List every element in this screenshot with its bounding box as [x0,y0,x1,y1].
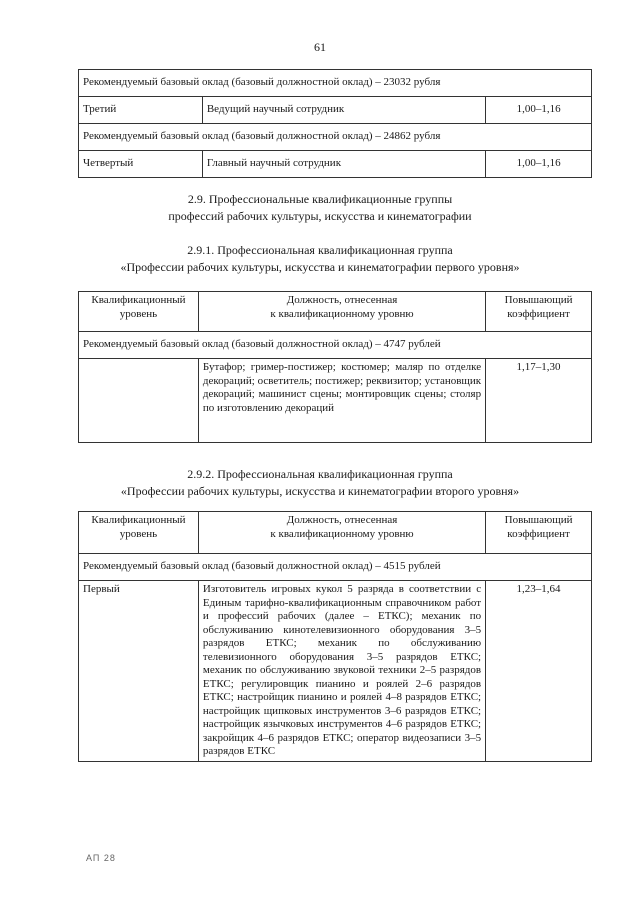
table-row [79,124,592,151]
salary-cell: Рекомендуемый базовый оклад (базовый должностной оклад) – 24862 рубля [79,124,592,151]
heading-line: «Профессии рабочих культуры, искусства и кинематографии второго уровня» [120,484,520,498]
table-row [79,554,592,581]
level-cell: Третий [79,97,203,124]
salary-cell: Рекомендуемый базовый оклад (базовый должностной оклад) – 4515 рублей [79,554,592,581]
section-heading-2-9-2 [0,466,640,500]
coef-cell: 1,17–1,30 [486,359,592,443]
table-row [79,332,592,359]
header-position-line: к квалификационному уровню [270,527,414,540]
salary-cell: Рекомендуемый базовый оклад (базовый должностной оклад) – 4747 рублей [79,332,592,359]
table-header-row [79,512,592,554]
coef-cell: 1,00–1,16 [486,97,592,124]
heading-line: 2.9.1. Профессиональная квалификационная группа [187,243,453,257]
table-row [79,359,592,443]
qualification-table-1 [78,291,592,443]
top-table [78,69,592,178]
level-cell: Первый [79,581,199,762]
header-position-line: к квалификационному уровню [270,307,414,320]
table-row [79,70,592,97]
header-position-line: Должность, отнесенная [286,294,398,306]
position-cell: Бутафор; гример-постижер; костюмер; маляр по отделке декораций; осветитель; постижер; реквизитор; установщик декораций; машинист сцены; монтировщик сцены; столяр по изготовлению декораций [198,359,485,443]
heading-line: 2.9. Профессиональные квалификационные группы [187,192,453,206]
header-level: Квалификационный уровень [79,512,199,554]
position-cell: Изготовитель игровых кукол 5 разряда в соответствии с Единым тарифно-квалификационным справочником работ и профессий рабочих (далее – ЕТКС); механик по обслуживанию кинотелевизионного оборудования 3–5 разрядов ЕТКС; механик по обслуживанию телевизионного оборудования 3–5 разрядов ЕТКС; механик по обслуживанию звуковой техники 2–5 разрядов ЕТКС; регулировщик пианино и роялей 2–6 разрядов ЕТКС; настройщик пианино и роялей 4–8 разрядов ЕТКС; настройщик щипковых инструментов 3–6 разрядов ЕТКС; настройщик язычковых инструментов 4–6 разрядов ЕТКС; закройщик 4–6 разрядов ЕТКС; оператор видеозаписи 3–5 разрядов ЕТКС [198,581,485,762]
coef-cell: 1,23–1,64 [486,581,592,762]
heading-line: 2.9.2. Профессиональная квалификационная группа [187,467,453,481]
heading-line: «Профессии рабочих культуры, искусства и кинематографии первого уровня» [120,260,520,274]
footer-mark: АП 28 [86,853,116,863]
table-header-row [79,292,592,332]
table-row [79,581,592,762]
section-heading-2-9-1 [0,242,640,276]
qualification-table-2 [78,511,592,762]
level-cell [79,359,199,443]
section-heading-2-9 [0,191,640,225]
header-position [198,512,485,554]
level-cell: Четвертый [79,151,203,178]
position-cell: Ведущий научный сотрудник [202,97,485,124]
header-level: Квалификационный уровень [79,292,199,332]
header-position-line: Должность, отнесенная [286,514,398,526]
header-coef: Повышающий коэффициент [486,292,592,332]
position-cell: Главный научный сотрудник [202,151,485,178]
table-row [79,151,592,178]
heading-line: профессий рабочих культуры, искусства и кинематографии [168,209,472,223]
header-position [198,292,485,332]
salary-cell: Рекомендуемый базовый оклад (базовый должностной оклад) – 23032 рубля [79,70,592,97]
table-row [79,97,592,124]
page-number: 61 [314,40,326,54]
header-coef: Повышающий коэффициент [486,512,592,554]
coef-cell: 1,00–1,16 [486,151,592,178]
